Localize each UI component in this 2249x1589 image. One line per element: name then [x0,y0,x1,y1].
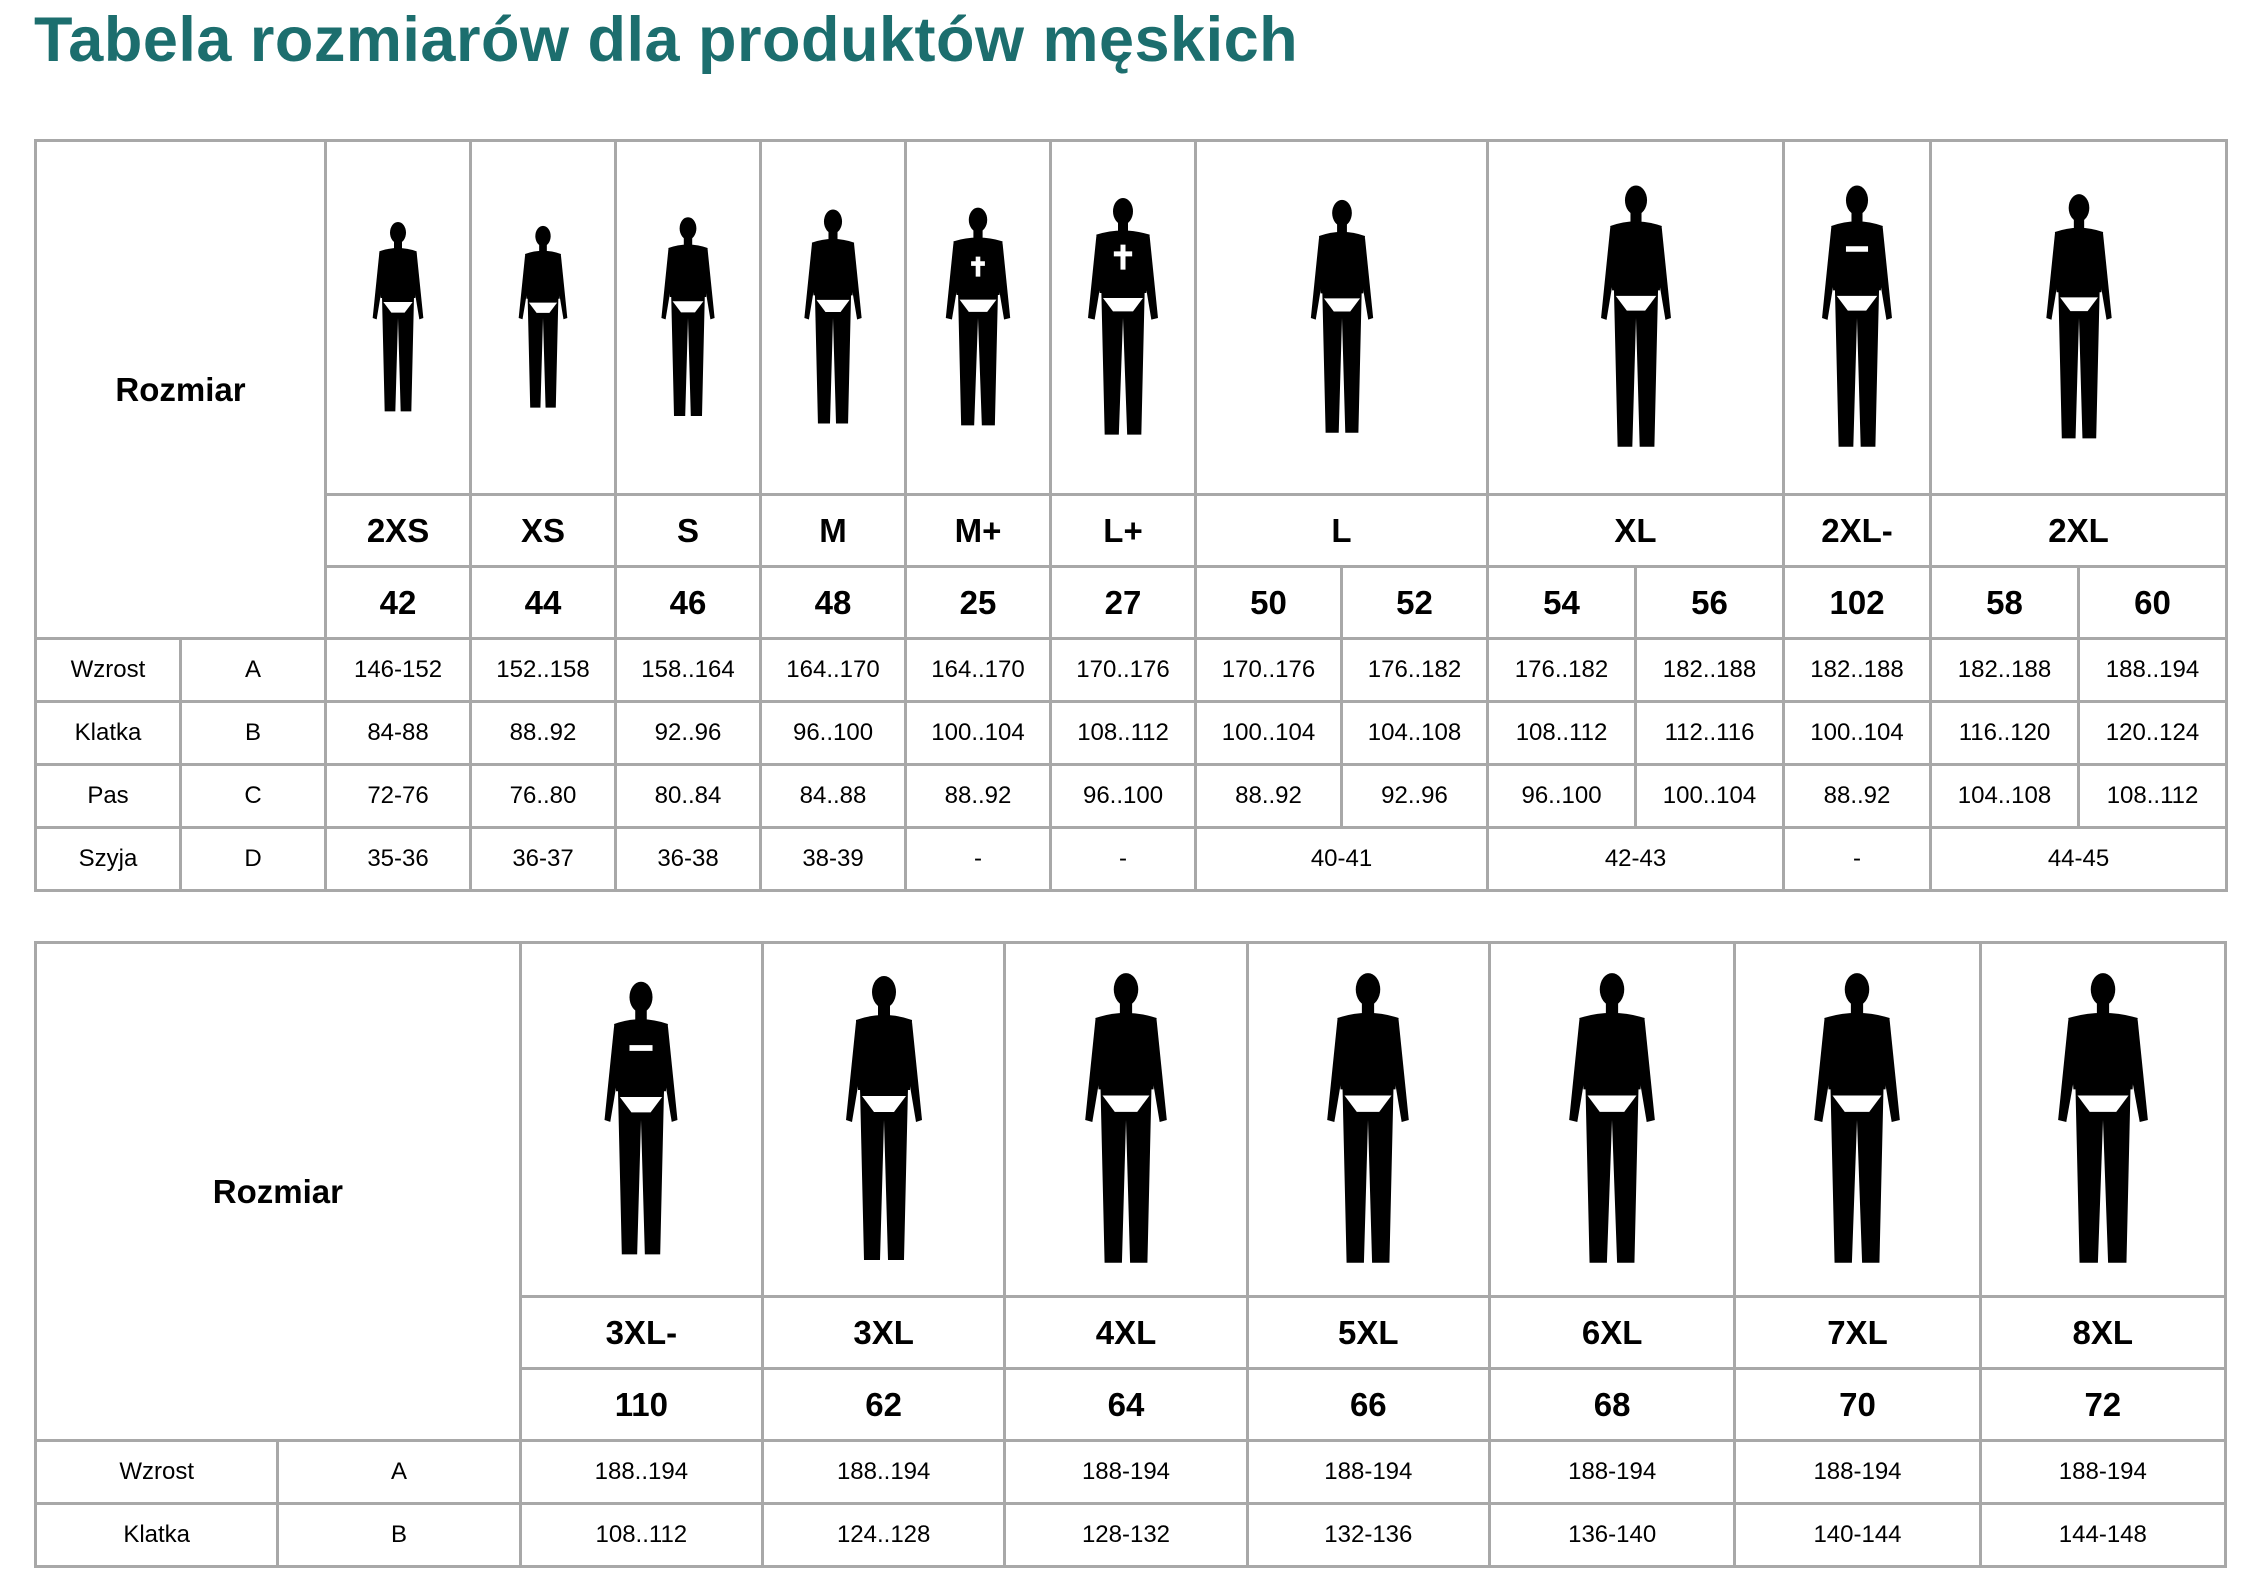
table-cell: 104..108 [1931,765,2079,828]
table-cell: 158..164 [616,639,761,702]
table-cell: 104..108 [1342,702,1488,765]
table-cell: 84..88 [761,765,906,828]
table-cell: 188-194 [1980,1441,2225,1504]
size-label: S [616,495,761,567]
size-number: 27 [1051,567,1196,639]
man-silhouette-icon [834,967,934,1273]
size-label: L+ [1051,495,1196,567]
man-silhouette-icon [2041,967,2165,1273]
table-cell: 76..80 [471,765,616,828]
table-cell: 140-144 [1735,1504,1980,1567]
row-label: Pas [36,765,181,828]
man-silhouette-icon [1249,967,1488,1273]
table-cell: 88..92 [1196,765,1342,828]
man-silhouette-icon [327,218,469,418]
table-cell: 35-36 [326,828,471,891]
figure-cell [616,141,761,495]
table-cell: 182..188 [1931,639,2079,702]
table-cell: 96..100 [1051,765,1196,828]
table-cell: 44-45 [1931,828,2227,891]
man-silhouette-icon [1489,175,1782,461]
figure-cell [1196,141,1488,495]
table-cell: 152..158 [471,639,616,702]
figure-cell [1931,141,2227,495]
table-cell: 188..194 [763,1441,1005,1504]
table-cell: 112..116 [1636,702,1784,765]
table-cell: 170..176 [1196,639,1342,702]
table-cell: 36-38 [616,828,761,891]
rozmiar-header: Rozmiar [36,943,521,1441]
table-cell: 96..100 [1488,765,1636,828]
table-cell: 108..112 [2079,765,2227,828]
man-silhouette-icon [794,205,872,431]
table-cell: 42-43 [1488,828,1784,891]
row-letter: A [181,639,326,702]
man-silhouette-icon [593,967,689,1273]
size-label: 2XL- [1784,495,1931,567]
man-silhouette-icon [1556,967,1668,1273]
size-label: 8XL [1980,1297,2225,1369]
table-cell: 128-132 [1005,1504,1247,1567]
table-cell: 144-148 [1980,1504,2225,1567]
size-label: 5XL [1247,1297,1489,1369]
table-cell: 72-76 [326,765,471,828]
table-cell: 116..120 [1931,702,2079,765]
table-cell: 176..182 [1488,639,1636,702]
table-cell: 100..104 [1196,702,1342,765]
man-silhouette-icon [907,203,1049,433]
table-cell: 170..176 [1051,639,1196,702]
man-silhouette-icon [1301,190,1383,446]
size-number: 66 [1247,1369,1489,1441]
table-cell: - [906,828,1051,891]
table-cell: 136-140 [1489,1504,1734,1567]
table-cell: 164..170 [906,639,1051,702]
page-title: Tabela rozmiarów dla produktów męskich [34,5,1299,75]
size-number: 50 [1196,567,1342,639]
man-silhouette-icon [617,213,759,423]
table-cell: 88..92 [471,702,616,765]
size-table-2 [34,941,2227,1568]
table-cell: 182..188 [1636,639,1784,702]
size-number: 54 [1488,567,1636,639]
table-row-wzrost [36,639,2227,702]
table-cell: 108..112 [520,1504,762,1567]
size-number: 46 [616,567,761,639]
size-label: 3XL [763,1297,1005,1369]
table-row-klatka [36,702,2227,765]
size-number: 70 [1735,1369,1980,1441]
table-cell: 92..96 [616,702,761,765]
size-label: L [1196,495,1488,567]
man-silhouette-icon [1811,168,1903,468]
size-number: 52 [1342,567,1488,639]
table-cell: 92..96 [1342,765,1488,828]
size-number: 62 [763,1369,1005,1441]
figure-cell [326,141,471,495]
rozmiar-header: Rozmiar [36,141,326,639]
table-cell: 40-41 [1196,828,1488,891]
table-row-pas [36,765,2227,828]
size-label: 3XL- [520,1297,762,1369]
table-cell: 132-136 [1247,1504,1489,1567]
size-number: 110 [520,1369,762,1441]
man-silhouette-icon [1197,190,1486,446]
size-label: XS [471,495,616,567]
size-number: 64 [1005,1369,1247,1441]
row-label: Klatka [36,702,181,765]
man-silhouette-icon [472,218,614,418]
table-cell: - [1784,828,1931,891]
table-cell: 36-37 [471,828,616,891]
man-silhouette-icon [1073,193,1173,443]
table-cell: 88..92 [1784,765,1931,828]
row-label: Wzrost [36,1441,278,1504]
figure-cell [1980,943,2225,1297]
table-cell: 88..92 [906,765,1051,828]
table-cell: 38-39 [761,828,906,891]
size-number: 56 [1636,567,1784,639]
row-letter: B [181,702,326,765]
man-silhouette-icon [1590,175,1682,461]
table-cell: 188-194 [1735,1441,1980,1504]
table-cell: 108..112 [1051,702,1196,765]
table-cell: 96..100 [761,702,906,765]
table-row-szyja [36,828,2227,891]
man-silhouette-icon [2036,173,2122,463]
size-number: 60 [2079,567,2227,639]
size-label: M [761,495,906,567]
size-label: 2XS [326,495,471,567]
figure-cell [761,141,906,495]
table-cell: 100..104 [1784,702,1931,765]
figure-cell [906,141,1051,495]
table-cell: 188-194 [1005,1441,1247,1504]
row-letter: D [181,828,326,891]
table-cell: 100..104 [1636,765,1784,828]
table-row-wzrost [36,1441,2226,1504]
man-silhouette-icon [1006,967,1245,1273]
row-letter: C [181,765,326,828]
table-cell: 164..170 [761,639,906,702]
table-cell: 84-88 [326,702,471,765]
man-silhouette-icon [764,967,1003,1273]
size-number: 25 [906,567,1051,639]
row-letter: A [278,1441,520,1504]
size-number: 58 [1931,567,2079,639]
man-silhouette-icon [363,218,433,418]
table-cell: 188-194 [1489,1441,1734,1504]
man-silhouette-icon [762,205,904,431]
man-silhouette-icon [1052,193,1194,443]
table-cell: 120..124 [2079,702,2227,765]
man-silhouette-icon [1314,967,1422,1273]
figure-cell [471,141,616,495]
size-label: 6XL [1489,1297,1734,1369]
table-cell: 124..128 [763,1504,1005,1567]
man-silhouette-icon [1736,967,1978,1273]
size-label: 2XL [1931,495,2227,567]
row-label: Klatka [36,1504,278,1567]
figure-cell [1005,943,1247,1297]
size-number: 102 [1784,567,1931,639]
man-silhouette-icon [1074,967,1178,1273]
figure-cell [1247,943,1489,1297]
man-silhouette-icon [932,203,1024,433]
figure-cell [763,943,1005,1297]
row-letter: B [278,1504,520,1567]
table-row-klatka [36,1504,2226,1567]
table-cell: 188-194 [1247,1441,1489,1504]
man-silhouette-icon [1491,967,1733,1273]
table-cell: 176..182 [1342,639,1488,702]
table-cell: 80..84 [616,765,761,828]
man-silhouette-icon [1932,173,2225,463]
size-number: 48 [761,567,906,639]
table-cell: 188..194 [2079,639,2227,702]
man-silhouette-icon [511,218,575,418]
size-table-1 [34,139,2228,892]
size-number: 68 [1489,1369,1734,1441]
table-cell: - [1051,828,1196,891]
figure-cell [520,943,762,1297]
size-number: 42 [326,567,471,639]
figure-cell [1735,943,1980,1297]
man-silhouette-icon [1798,967,1916,1273]
table-cell: 100..104 [906,702,1051,765]
row-label: Wzrost [36,639,181,702]
table-cell: 182..188 [1784,639,1931,702]
table-cell: 108..112 [1488,702,1636,765]
figure-cell [1051,141,1196,495]
size-label: 7XL [1735,1297,1980,1369]
size-label: M+ [906,495,1051,567]
man-silhouette-icon [652,213,724,423]
figure-cell [1488,141,1784,495]
figure-cell [1489,943,1734,1297]
size-number: 44 [471,567,616,639]
table-cell: 188..194 [520,1441,762,1504]
size-label: XL [1488,495,1784,567]
man-silhouette-icon [1982,967,2224,1273]
row-label: Szyja [36,828,181,891]
table-cell: 146-152 [326,639,471,702]
size-label: 4XL [1005,1297,1247,1369]
man-silhouette-icon [522,967,761,1273]
figure-cell [1784,141,1931,495]
size-number: 72 [1980,1369,2225,1441]
man-silhouette-icon [1785,168,1929,468]
